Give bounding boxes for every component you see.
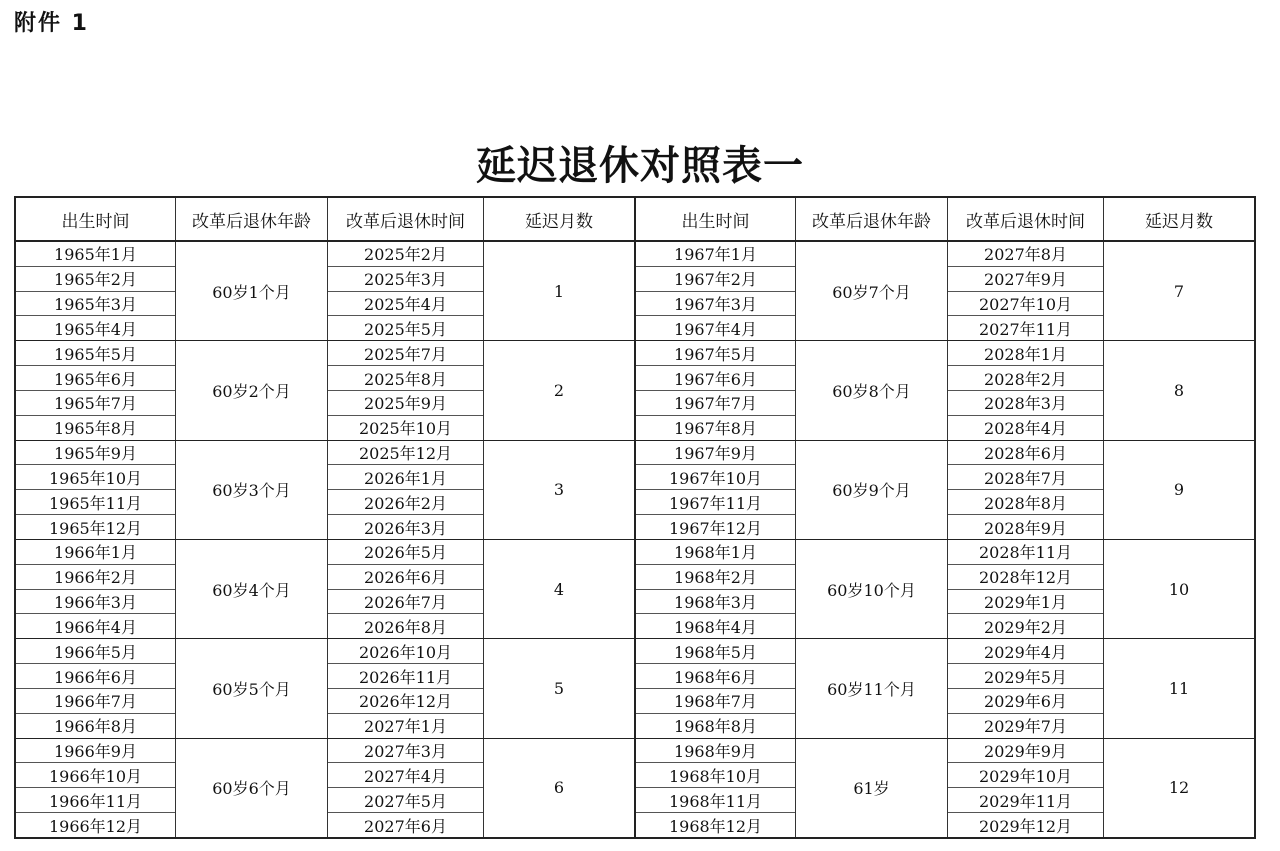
birth-time-cell: 1965年5月 — [16, 341, 175, 366]
birth-time-cell: 1968年8月 — [674, 717, 757, 737]
birth-time-cells — [16, 441, 176, 539]
birth-time-cell: 1967年12月 — [668, 518, 763, 538]
retire-time-cell: 2026年12月 — [328, 689, 483, 714]
retire-time-cell: 2027年11月 — [978, 319, 1073, 339]
table-left-half — [16, 198, 636, 837]
delay-months-cell: 1 — [553, 281, 565, 301]
birth-time-cell: 1968年11月 — [636, 788, 795, 813]
retire-time-cell: 2025年12月 — [328, 441, 483, 466]
retire-time-cell: 2029年6月 — [948, 689, 1103, 714]
retire-age-cell: 60岁1个月 — [176, 242, 328, 340]
birth-time-cell: 1966年8月 — [54, 717, 137, 737]
table-row-group — [16, 639, 634, 738]
birth-time-cell: 1966年2月 — [16, 565, 175, 590]
retire-time-cell: 2027年4月 — [328, 763, 483, 788]
retire-time-cell: 2029年2月 — [984, 617, 1067, 637]
birth-time-cell: 1967年8月 — [674, 419, 757, 439]
birth-time-cell: 1968年2月 — [636, 565, 795, 590]
birth-time-cells — [16, 341, 176, 439]
birth-time-cell: 1968年5月 — [636, 639, 795, 664]
retire-age-cell: 60岁11个月 — [796, 639, 948, 737]
retire-time-cell: 2026年11月 — [328, 664, 483, 689]
birth-time-cell: 1967年7月 — [636, 391, 795, 416]
birth-time-cell: 1965年11月 — [16, 490, 175, 515]
birth-time-cell: 1967年4月 — [674, 319, 757, 339]
delay-months-cell: 6 — [553, 778, 565, 798]
delay-months-cell: 2 — [553, 380, 565, 400]
retire-time-cell: 2029年7月 — [984, 717, 1067, 737]
birth-time-cell: 1966年7月 — [16, 689, 175, 714]
retire-time-cell: 2026年10月 — [328, 639, 483, 664]
retire-time-cell: 2027年9月 — [948, 267, 1103, 292]
retire-time-cell: 2028年11月 — [948, 540, 1103, 565]
header-retire-age: 改革后退休年龄 — [796, 198, 948, 240]
table-row-group — [636, 739, 1254, 837]
retire-time-cell: 2028年6月 — [948, 441, 1103, 466]
retire-time-cell: 2025年8月 — [328, 366, 483, 391]
retire-age-cell: 60岁10个月 — [796, 540, 948, 638]
retire-time-cells — [948, 242, 1104, 340]
birth-time-cell: 1968年9月 — [636, 739, 795, 764]
birth-time-cell: 1968年10月 — [636, 763, 795, 788]
table-row-group — [16, 739, 634, 837]
retire-time-cell: 2025年2月 — [328, 242, 483, 267]
table-row-group — [16, 441, 634, 540]
retire-time-cells — [948, 739, 1104, 837]
retire-time-cell: 2029年9月 — [948, 739, 1103, 764]
retire-time-cell: 2029年1月 — [948, 590, 1103, 615]
retire-time-cell: 2027年8月 — [948, 242, 1103, 267]
delay-months-cell: 12 — [1168, 778, 1190, 798]
retire-time-cell: 2025年4月 — [328, 292, 483, 317]
table-right-half — [636, 198, 1254, 837]
retire-time-cell: 2029年11月 — [948, 788, 1103, 813]
retire-time-cell: 2028年1月 — [948, 341, 1103, 366]
birth-time-cell: 1966年6月 — [16, 664, 175, 689]
header-birth: 出生时间 — [16, 198, 176, 240]
birth-time-cell: 1965年12月 — [48, 518, 143, 538]
retire-time-cell: 2029年10月 — [948, 763, 1103, 788]
retire-time-cell: 2025年5月 — [364, 319, 447, 339]
birth-time-cell: 1968年4月 — [674, 617, 757, 637]
table-body-right — [636, 242, 1254, 837]
birth-time-cell: 1965年7月 — [16, 391, 175, 416]
retire-time-cell: 2026年6月 — [328, 565, 483, 590]
birth-time-cell: 1966年1月 — [16, 540, 175, 565]
birth-time-cell: 1966年3月 — [16, 590, 175, 615]
retire-time-cell: 2029年5月 — [948, 664, 1103, 689]
retire-age-cell: 60岁2个月 — [176, 341, 328, 439]
retire-time-cell: 2028年7月 — [948, 465, 1103, 490]
birth-time-cells — [16, 242, 176, 340]
birth-time-cells — [636, 242, 796, 340]
birth-time-cell: 1967年11月 — [636, 490, 795, 515]
birth-time-cell: 1966年4月 — [54, 617, 137, 637]
retire-time-cell: 2026年8月 — [364, 617, 447, 637]
header-row — [636, 198, 1254, 242]
birth-time-cell: 1966年9月 — [16, 739, 175, 764]
retire-time-cell: 2028年2月 — [948, 366, 1103, 391]
delay-months-cell: 11 — [1168, 678, 1190, 698]
retire-time-cell: 2026年5月 — [328, 540, 483, 565]
retire-time-cells — [328, 441, 484, 539]
retire-age-cell: 60岁5个月 — [176, 639, 328, 737]
retire-time-cell: 2026年7月 — [328, 590, 483, 615]
table-row-group — [636, 242, 1254, 341]
retire-time-cell: 2028年9月 — [984, 518, 1067, 538]
table-row-group — [636, 540, 1254, 639]
birth-time-cell: 1967年9月 — [636, 441, 795, 466]
birth-time-cells — [636, 639, 796, 737]
birth-time-cell: 1968年7月 — [636, 689, 795, 714]
delay-months-cell: 10 — [1168, 579, 1190, 599]
table-row-group — [636, 639, 1254, 738]
retire-time-cell: 2028年4月 — [984, 419, 1067, 439]
retire-time-cell: 2025年10月 — [358, 419, 453, 439]
retire-time-cell: 2026年2月 — [328, 490, 483, 515]
birth-time-cell: 1965年2月 — [16, 267, 175, 292]
birth-time-cell: 1966年10月 — [16, 763, 175, 788]
retire-time-cell: 2027年6月 — [364, 816, 447, 836]
birth-time-cell: 1966年12月 — [48, 816, 143, 836]
header-delay-months: 延迟月数 — [1145, 211, 1213, 232]
retire-time-cell: 2027年1月 — [364, 717, 447, 737]
table-body-left — [16, 242, 634, 837]
birth-time-cells — [636, 441, 796, 539]
birth-time-cell: 1967年1月 — [636, 242, 795, 267]
birth-time-cell: 1965年4月 — [54, 319, 137, 339]
retire-time-cells — [948, 441, 1104, 539]
birth-time-cell: 1967年2月 — [636, 267, 795, 292]
retire-age-cell: 61岁 — [796, 739, 948, 837]
retire-time-cell: 2025年9月 — [328, 391, 483, 416]
delay-months-cell: 9 — [1173, 480, 1185, 500]
table-row-group — [16, 242, 634, 341]
retire-time-cell: 2026年3月 — [364, 518, 447, 538]
birth-time-cells — [636, 540, 796, 638]
retire-time-cells — [328, 341, 484, 439]
birth-time-cell: 1967年10月 — [636, 465, 795, 490]
attachment-label: 附件 1 — [14, 11, 89, 36]
retire-age-cell: 60岁4个月 — [176, 540, 328, 638]
birth-time-cell: 1968年1月 — [636, 540, 795, 565]
birth-time-cell: 1965年3月 — [16, 292, 175, 317]
birth-time-cell: 1965年1月 — [16, 242, 175, 267]
retire-time-cell: 2028年12月 — [948, 565, 1103, 590]
table-row-group — [636, 441, 1254, 540]
retire-age-cell: 60岁8个月 — [796, 341, 948, 439]
birth-time-cell: 1968年3月 — [636, 590, 795, 615]
birth-time-cell: 1967年3月 — [636, 292, 795, 317]
table-row-group — [16, 540, 634, 639]
retirement-table — [14, 196, 1256, 839]
retire-time-cell: 2029年4月 — [948, 639, 1103, 664]
delay-months-cell: 4 — [553, 579, 565, 599]
retire-time-cell: 2026年1月 — [328, 465, 483, 490]
header-birth: 出生时间 — [636, 198, 796, 240]
birth-time-cells — [16, 540, 176, 638]
retire-time-cell: 2029年12月 — [978, 816, 1073, 836]
retire-age-cell: 60岁9个月 — [796, 441, 948, 539]
retire-time-cell: 2027年5月 — [328, 788, 483, 813]
retire-time-cell: 2027年10月 — [948, 292, 1103, 317]
header-retire-time: 改革后退休时间 — [948, 198, 1104, 240]
header-retire-age: 改革后退休年龄 — [176, 198, 328, 240]
retire-time-cells — [328, 739, 484, 837]
birth-time-cell: 1965年6月 — [16, 366, 175, 391]
header-row — [16, 198, 634, 242]
delay-months-cell: 5 — [553, 678, 565, 698]
birth-time-cell: 1966年5月 — [16, 639, 175, 664]
retire-age-cell: 60岁7个月 — [796, 242, 948, 340]
delay-months-cell: 8 — [1173, 380, 1185, 400]
birth-time-cell: 1965年9月 — [16, 441, 175, 466]
page-title: 延迟退休对照表一 — [476, 142, 804, 189]
birth-time-cell: 1968年12月 — [668, 816, 763, 836]
birth-time-cells — [16, 739, 176, 837]
retire-time-cells — [948, 639, 1104, 737]
birth-time-cells — [16, 639, 176, 737]
table-row-group — [636, 341, 1254, 440]
delay-months-cell: 7 — [1173, 281, 1185, 301]
header-delay-months: 延迟月数 — [525, 211, 593, 232]
retire-time-cell: 2027年3月 — [328, 739, 483, 764]
retire-age-cell: 60岁6个月 — [176, 739, 328, 837]
birth-time-cell: 1966年11月 — [16, 788, 175, 813]
header-retire-time: 改革后退休时间 — [328, 198, 484, 240]
birth-time-cell: 1965年8月 — [54, 419, 137, 439]
birth-time-cell: 1967年6月 — [636, 366, 795, 391]
retire-time-cells — [948, 540, 1104, 638]
retire-time-cells — [328, 639, 484, 737]
retire-time-cell: 2028年3月 — [948, 391, 1103, 416]
delay-months-cell: 3 — [553, 480, 565, 500]
retire-time-cells — [948, 341, 1104, 439]
retire-time-cells — [328, 540, 484, 638]
retire-time-cell: 2028年8月 — [948, 490, 1103, 515]
birth-time-cells — [636, 341, 796, 439]
birth-time-cell: 1968年6月 — [636, 664, 795, 689]
birth-time-cells — [636, 739, 796, 837]
birth-time-cell: 1967年5月 — [636, 341, 795, 366]
retire-age-cell: 60岁3个月 — [176, 441, 328, 539]
retire-time-cell: 2025年7月 — [328, 341, 483, 366]
birth-time-cell: 1965年10月 — [16, 465, 175, 490]
retire-time-cell: 2025年3月 — [328, 267, 483, 292]
table-row-group — [16, 341, 634, 440]
retire-time-cells — [328, 242, 484, 340]
